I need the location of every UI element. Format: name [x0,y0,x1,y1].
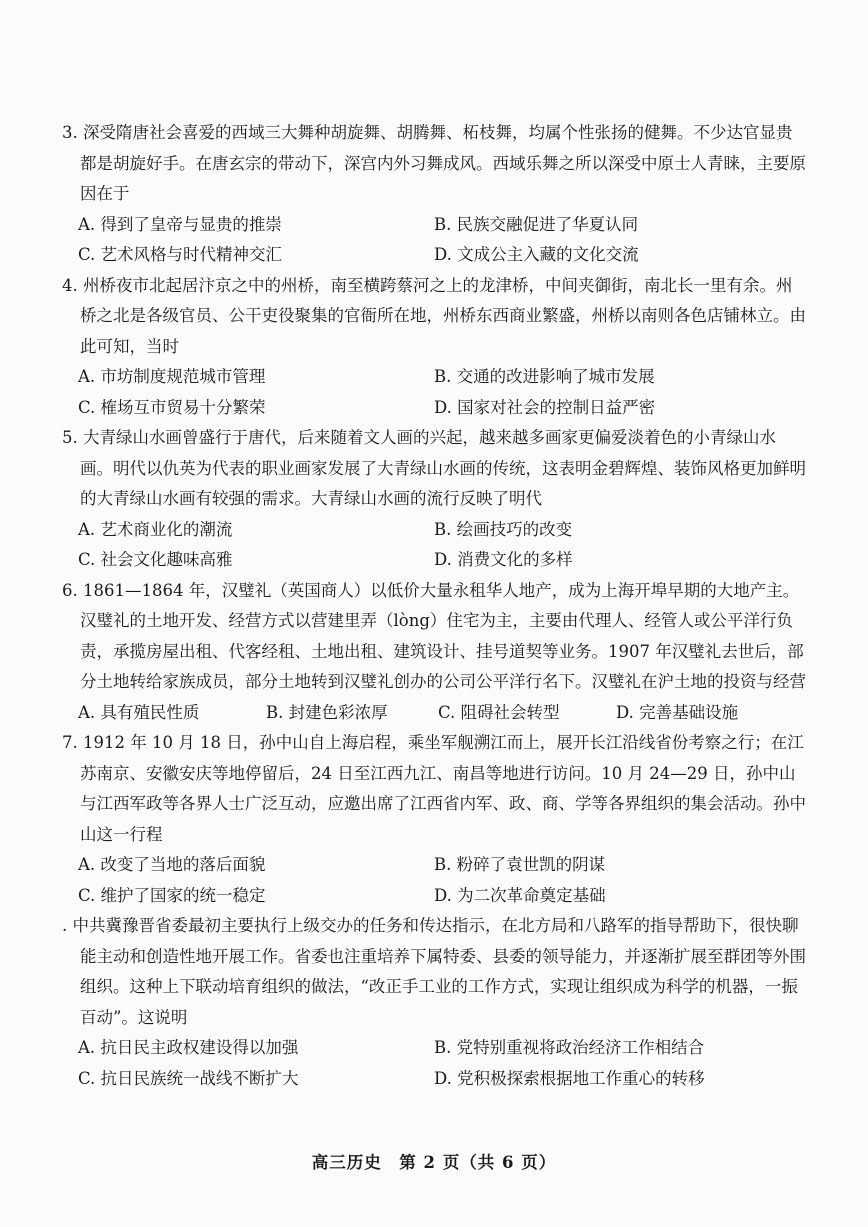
option-d: D. 完善基础设施 [616,702,739,722]
option-b: B. 粉碎了袁世凯的阴谋 [434,855,606,874]
option-a: A. 抗日民主政权建设得以加强 [78,1038,299,1057]
option-c: C. 阻碍社会转型 [438,702,560,722]
option-c: C. 艺术风格与时代精神交汇 [78,245,283,264]
option-c: C. 社会文化趣味高雅 [78,550,233,569]
option-b: B. 封建色彩浓厚 [266,702,388,722]
option-b: B. 绘画技巧的改变 [434,519,573,539]
option-d: D. 国家对社会的控制日益严密 [434,397,656,417]
option-d: D. 文成公主入藏的文化交流 [434,245,639,264]
question-stem: 4. 州桥夜市北起居汴京之中的州桥，南至横跨蔡河之上的龙津桥，中间夹御街，南北长一里有余。州桥之北是各级官员、公干吏役聚集的官衙所在地，州桥东西商业繁盛，州桥以南则各色店铺林立。由此可知，当时 [62,275,806,356]
option-list [62,362,806,423]
option-a: A. 改变了当地的落后面貌 [78,855,266,874]
option-list [62,515,806,576]
question-3 [62,118,806,271]
question-stem: 6. 1861—1864 年，汉璧礼（英国商人）以低价大量永租华人地产，成为上海开埠早期的大地产主。汉璧礼的土地开发、经营方式以营建里弄（lòng）住宅为主，主要由代理人、经管人或公平洋行负责，承揽房屋出租、代客经租、土地出租、建筑设计、挂号道契等业务。1907 年汉璧礼去世后，部分土地转给家族成员，部分土地转到汉璧礼创办的公司公平洋行名下。汉璧礼在沪土地的投资与经营 [62,580,806,691]
option-a: A. 具有殖民性质 [78,702,200,722]
option-c: C. 榷场互市贸易十分繁荣 [78,397,266,417]
question-5 [62,423,806,576]
question-7 [62,728,806,911]
option-list [62,210,806,271]
option-c: C. 抗日民族统一战线不断扩大 [78,1068,299,1088]
question-stem: . 中共冀豫晋省委最初主要执行上级交办的任务和传达指示，在北方局和八路军的指导帮助下，很快聊能主动和创造性地开展工作。省委也注重培养下属特委、县委的领导能力，并逐渐扩展至群团等外围组织。这种上下联动培育组织的做法，“改正手工业的工作方式，实现让组织成为科学的机器，一振百动”。这说明 [62,916,806,1027]
option-b: B. 民族交融促进了华夏认同 [434,214,639,234]
question-stem: 5. 大青绿山水画曾盛行于唐代，后来随着文人画的兴起，越来越多画家更偏爱淡着色的小青绿山水画。明代以仇英为代表的职业画家发展了大青绿山水画的传统，这表明金碧辉煌、装饰风格更加鲜明的大青绿山水画有较强的需求。大青绿山水画的流行反映了明代 [62,428,806,508]
option-list [62,1033,806,1094]
option-c: C. 维护了国家的统一稳定 [78,885,266,905]
option-list [62,850,806,911]
option-d: D. 消费文化的多样 [434,550,573,569]
page-footer: 高三历史 第 2 页（共 6 页） [311,1153,557,1172]
question-8 [62,911,806,1094]
option-a: A. 市坊制度规范城市管理 [78,367,266,386]
option-d: D. 为二次革命奠定基础 [434,885,606,905]
question-4 [62,271,806,424]
option-d: D. 党积极探索根据地工作重心的转移 [434,1068,705,1088]
question-stem: 3. 深受隋唐社会喜爱的西域三大舞种胡旋舞、胡腾舞、柘枝舞，均属个性张扬的健舞。不少达官显贵都是胡旋好手。在唐玄宗的带动下，深宫内外习舞成风。西域乐舞之所以深受中原士人青睐，主要原因在于 [62,123,806,203]
question-stem: 7. 1912 年 10 月 18 日，孙中山自上海启程，乘坐军舰溯江而上，展开长江沿线省份考察之行；在江苏南京、安徽安庆等地停留后，24 日至江西九江、南昌等地进行访问。10 月 24—29 日，孙中山与江西军政等各界人士广泛互动，应邀出席了江西省内军、政、商、学等各界组织的集会活动。孙中山这一行程 [62,733,806,844]
option-list [62,698,806,729]
option-b: B. 党特别重视将政治经济工作相结合 [434,1038,705,1057]
option-a: A. 艺术商业化的潮流 [78,519,233,539]
option-b: B. 交通的改进影响了城市发展 [434,367,655,386]
option-a: A. 得到了皇帝与显贵的推崇 [78,214,282,234]
question-6 [62,576,806,729]
